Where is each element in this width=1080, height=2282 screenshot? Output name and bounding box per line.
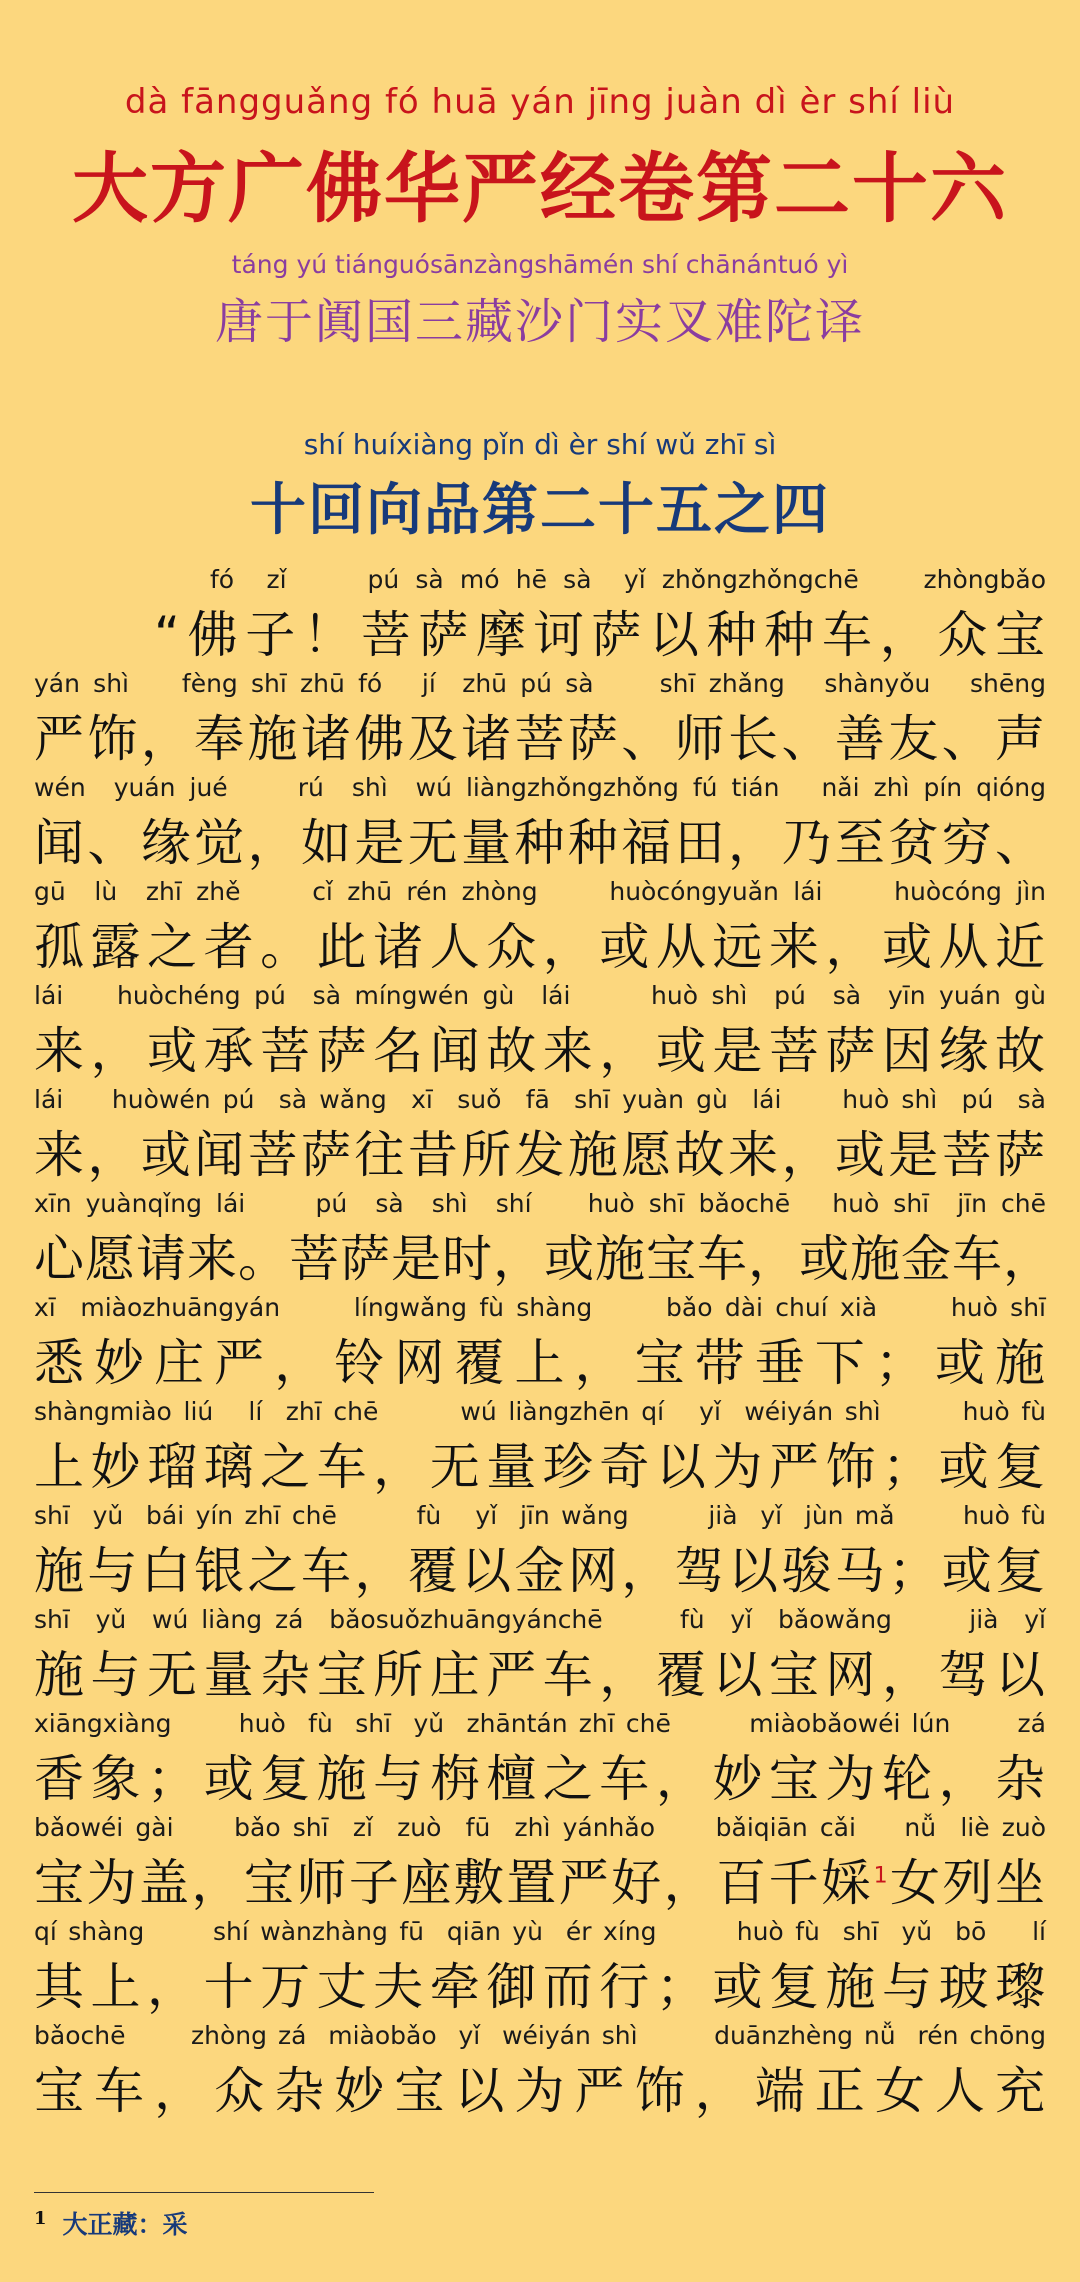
line-hanzi: 香象；或复施与栴檀之车，妙宝为轮，杂 [34, 1750, 1046, 1808]
line-hanzi: 宝为盖，宝师子座敷置严好，百千婇$^1$女列坐 [34, 1854, 1046, 1912]
line-pinyin: wén yuán jué rú shì wú liàngzhǒngzhǒng fú tián nǎi zhì pín qióng [34, 773, 1046, 802]
line-hanzi: 施与无量杂宝所庄严车，覆以宝网，驾以 [34, 1646, 1046, 1704]
title-pinyin: dà fāngguǎng fó huā yán jīng juàn dì èr shí liù [124, 82, 956, 122]
line-pinyin: lái huòchéng pú sà míngwén gù lái huò shì pú sà yīn yuán gù [34, 981, 1046, 1010]
footnote-marker: 1 [873, 1863, 889, 1889]
footnote-divider [34, 2192, 374, 2193]
scripture-body [34, 555, 1054, 2120]
line-pinyin: shī yǔ bái yín zhī chē fù yǐ jīn wǎng jià yǐ jùn mǎ huò fù [34, 1501, 1046, 1530]
line-hanzi: 来，或闻菩萨往昔所发施愿故来，或是菩萨 [34, 1126, 1046, 1184]
line-pinyin: xī miàozhuāngyán língwǎng fù shàng bǎo dài chuí xià huò shī [34, 1293, 1046, 1322]
line-hanzi: 其上，十万丈夫牵御而行；或复施与玻瓈 [34, 1958, 1046, 2016]
text-line [34, 1491, 1046, 1600]
text-line [34, 1699, 1046, 1808]
line-pinyin: bǎowéi gài bǎo shī zǐ zuò fū zhì yánhǎo bǎiqiān cǎi nǚ liè zuò [34, 1813, 1046, 1842]
text-line [34, 659, 1046, 768]
line-pinyin: fó zǐ pú sà mó hē sà yǐ zhǒngzhǒngchē zhòngbǎo [210, 565, 1046, 594]
text-line [34, 1179, 1054, 1288]
line-hanzi: 宝车，众杂妙宝以为严饰，端正女人充 [34, 2062, 1046, 2120]
line-hanzi: 来，或承菩萨名闻故来，或是菩萨因缘故 [34, 1022, 1046, 1080]
translator-pinyin: táng yú tiánguósānzàngshāmén shí chānántuó yì [231, 250, 849, 279]
line-pinyin: yán shì fèng shī zhū fó jí zhū pú sà shī zhǎng shànyǒu shēng [34, 669, 1046, 698]
text-line [34, 867, 1046, 976]
line-pinyin: gū lù zhī zhě cǐ zhū rén zhòng huòcóngyuǎn lái huòcóng jìn [34, 877, 1046, 906]
text-line [34, 971, 1046, 1080]
text-line [34, 1387, 1046, 1496]
line-hanzi: 施与白银之车，覆以金网，驾以骏马；或复 [34, 1542, 1046, 1600]
chapter-pinyin: shí huíxiàng pǐn dì èr shí wǔ zhī sì [303, 428, 777, 461]
line-hanzi: 上妙瑠璃之车，无量珍奇以为严饰；或复 [34, 1438, 1046, 1496]
line-pinyin: bǎochē zhòng zá miàobǎo yǐ wéiyán shì duānzhèng nǚ rén chōng [34, 2021, 1046, 2050]
text-line [34, 1803, 1046, 1912]
translator-line: 唐于阗国三藏沙门实叉难陀译 [214, 294, 865, 350]
scripture-title: 大方广佛华严经卷第二十六 [72, 144, 1008, 233]
text-line [34, 1907, 1046, 2016]
chapter-title: 十回向品第二十五之四 [250, 478, 830, 543]
text-line [34, 555, 1046, 664]
text-line [34, 1595, 1046, 1704]
line-hanzi: 严饰，奉施诸佛及诸菩萨、师长、善友、声 [34, 710, 1046, 768]
text-line [34, 1283, 1046, 1392]
line-hanzi: 孤露之者。此诸人众，或从远来，或从近 [34, 918, 1046, 976]
text-line [34, 1075, 1046, 1184]
footnote [34, 2205, 188, 2241]
footnote-text: 大正藏：采 [62, 2210, 188, 2239]
text-line [34, 763, 1046, 872]
footnote-number: 1 [34, 2207, 47, 2229]
text-line [34, 2011, 1046, 2120]
line-hanzi: 闻、缘觉，如是无量种种福田，乃至贫穷、 [34, 814, 1046, 872]
line-pinyin: shàngmiào liú lí zhī chē wú liàngzhēn qí yǐ wéiyán shì huò fù [34, 1397, 1046, 1426]
line-pinyin: lái huòwén pú sà wǎng xī suǒ fā shī yuàn gù lái huò shì pú sà [34, 1085, 1046, 1114]
line-hanzi: “佛子！菩萨摩诃萨以种种车，众宝 [154, 606, 1046, 664]
line-pinyin: xiāngxiàng huò fù shī yǔ zhāntán zhī chē miàobǎowéi lún zá [34, 1709, 1046, 1738]
line-hanzi: 悉妙庄严，铃网覆上，宝带垂下；或施 [34, 1334, 1046, 1392]
line-pinyin: shī yǔ wú liàng zá bǎosuǒzhuāngyánchē fù yǐ bǎowǎng jià yǐ [34, 1605, 1046, 1634]
line-pinyin: xīn yuànqǐng lái pú sà shì shí huò shī bǎochē huò shī jīn chē [34, 1189, 1046, 1218]
line-hanzi: 心愿请来。菩萨是时，或施宝车，或施金车， [34, 1230, 1054, 1288]
line-pinyin: qí shàng shí wànzhàng fū qiān yù ér xíng huò fù shī yǔ bō lí [34, 1917, 1046, 1946]
